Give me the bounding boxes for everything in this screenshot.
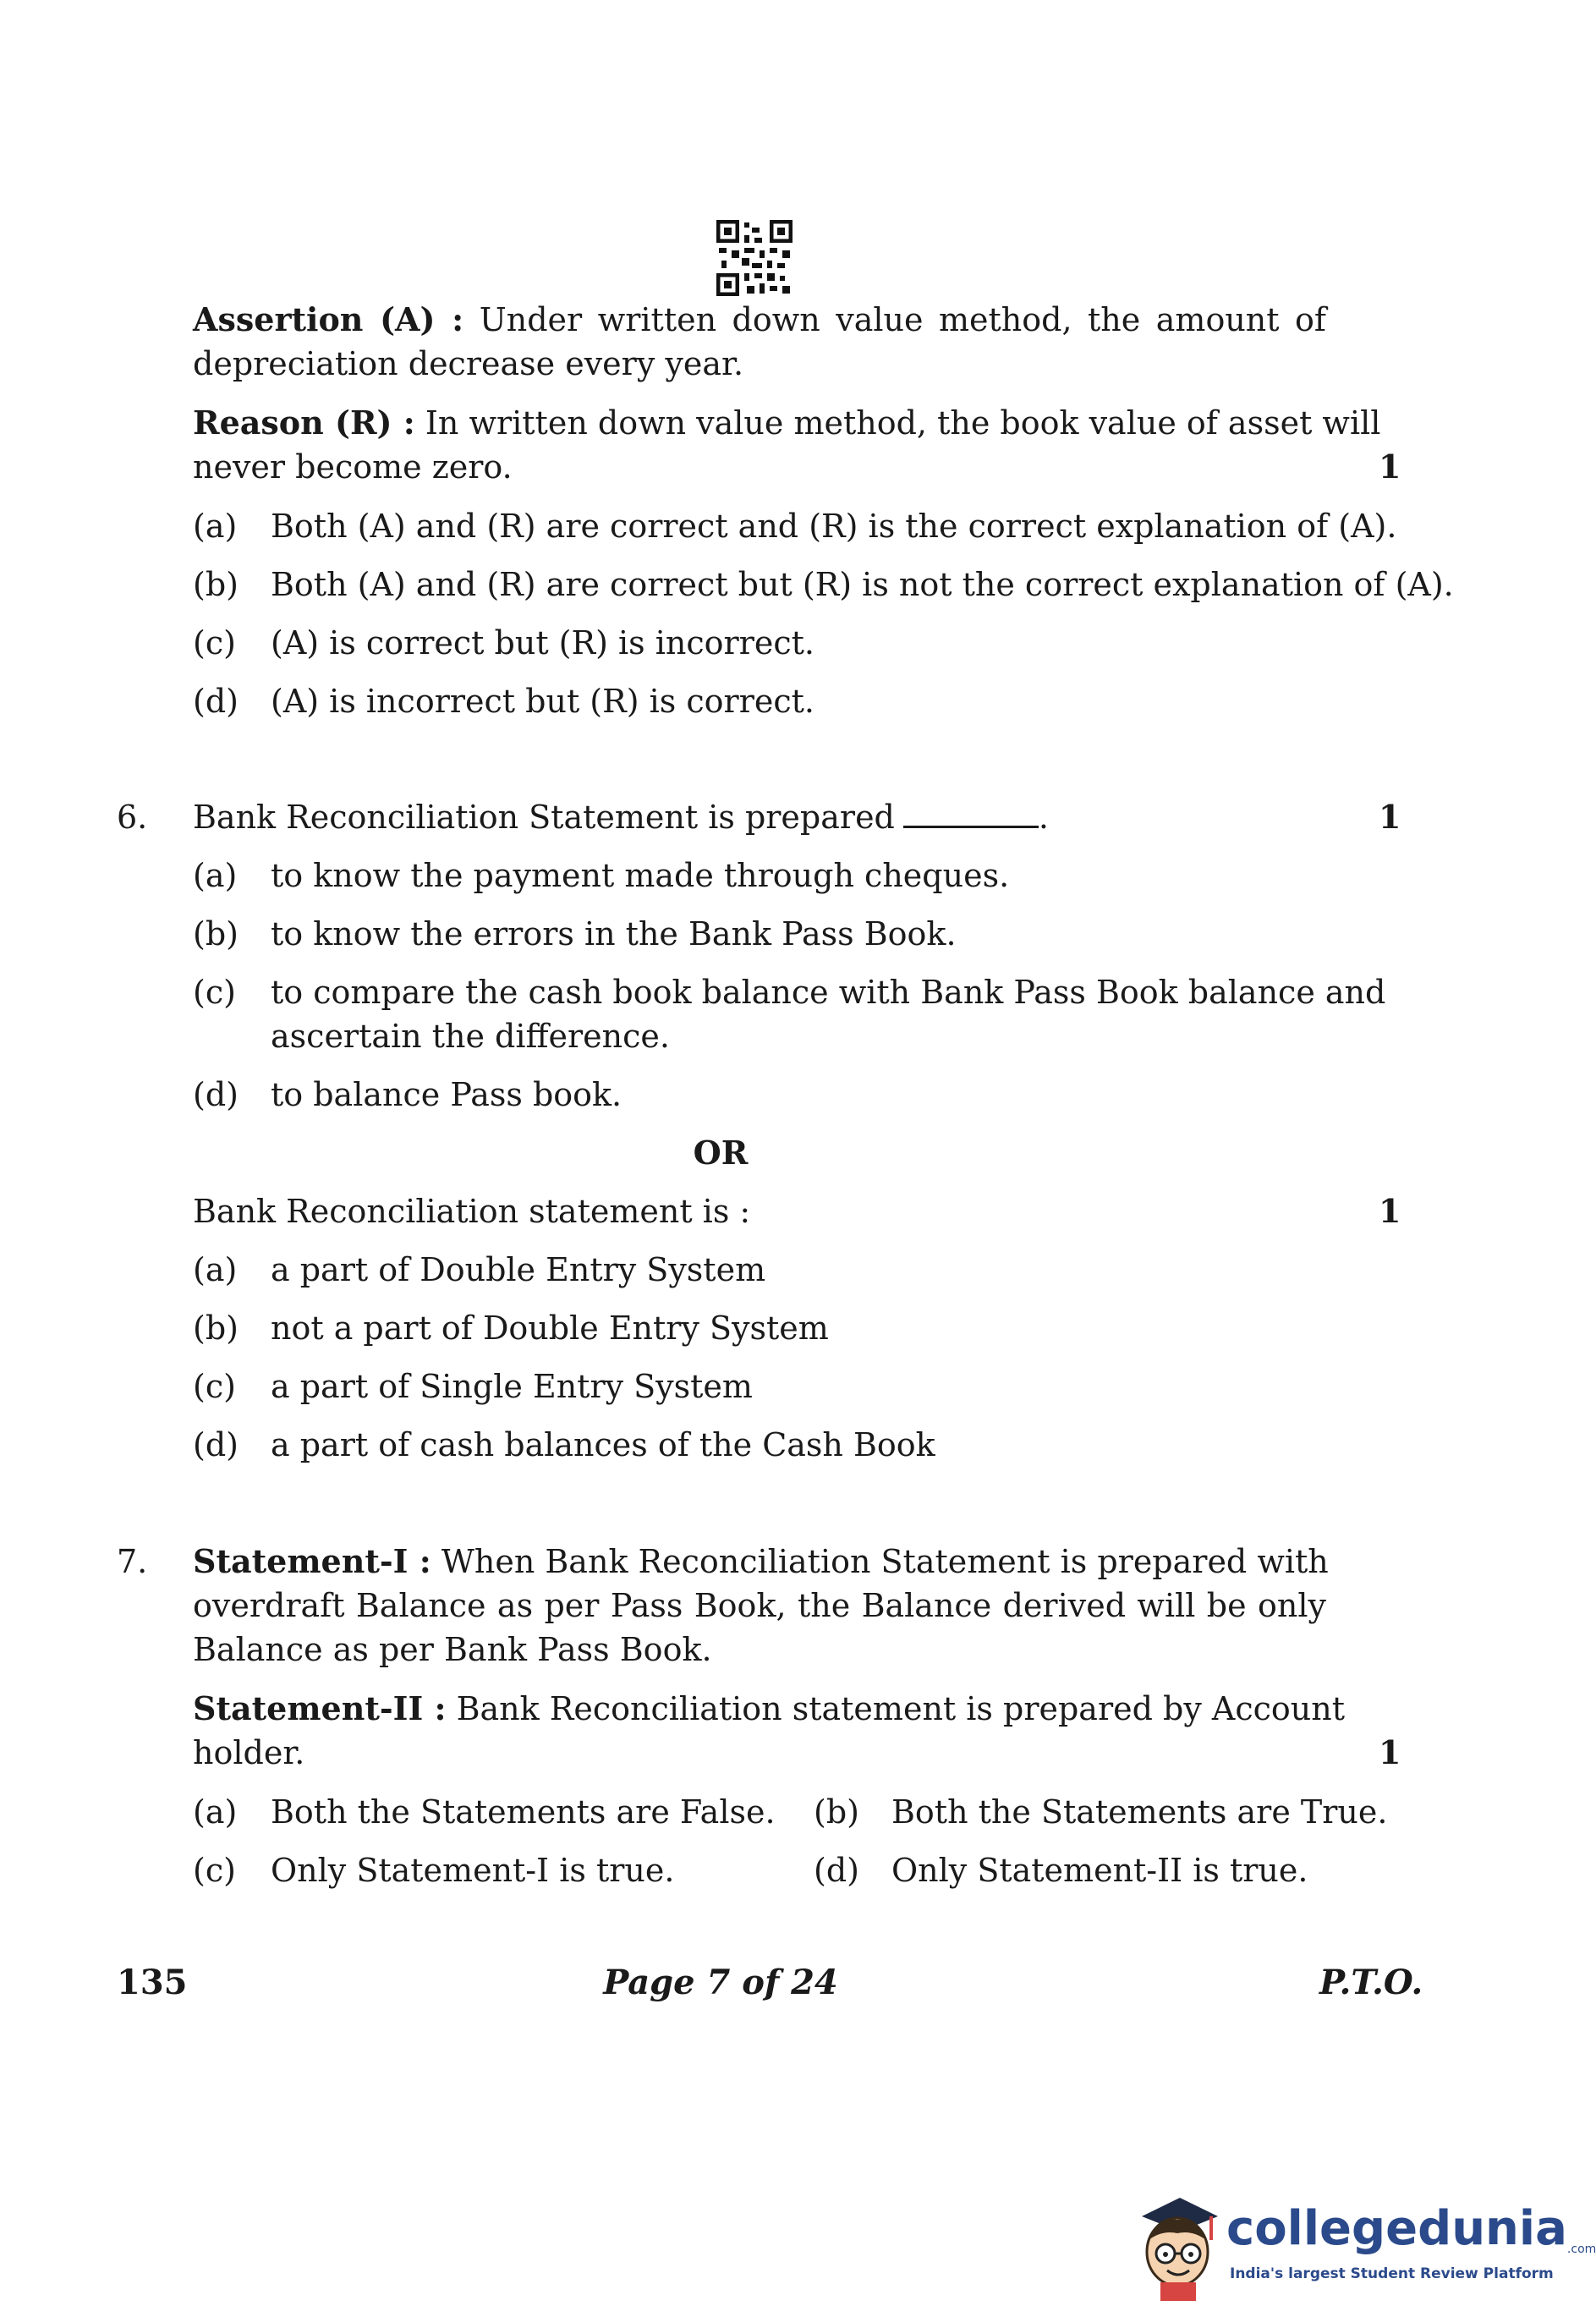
q7-option-label: (c) xyxy=(193,1852,236,1889)
page-number-text: Page 7 of 24 xyxy=(603,1963,838,2002)
q6-alt-option-text: a part of Single Entry System xyxy=(271,1368,753,1405)
q6-number: 6. xyxy=(117,799,148,836)
q5-option-text: (A) is incorrect but (R) is correct. xyxy=(271,683,814,720)
assertion-label: Assertion (A) : xyxy=(193,300,464,338)
q5-assertion-line2: depreciation decrease every year. xyxy=(193,345,744,382)
q5-option-text: (A) is correct but (R) is incorrect. xyxy=(271,624,814,662)
q6-stem xyxy=(193,795,1049,839)
q6-option-label: (d) xyxy=(193,1076,239,1113)
q6-alt-option-label: (b) xyxy=(193,1309,239,1347)
q6-option-text-cont: ascertain the difference. xyxy=(271,1018,670,1055)
q5-marks: 1 xyxy=(1379,447,1401,486)
q6-option-text: to balance Pass book. xyxy=(271,1076,622,1113)
q6-marks: 1 xyxy=(1379,798,1401,836)
q5-option-label: (d) xyxy=(193,683,239,720)
q7-s1-line1 xyxy=(193,1540,1329,1584)
q6-option-text: to compare the cash book balance with Bank Pass Book balance and xyxy=(271,974,1386,1011)
pto-label xyxy=(1319,1963,1423,2002)
logo-wordmark xyxy=(1226,2201,1596,2256)
q5-option-label: (b) xyxy=(193,566,239,603)
assertion-text: Under written down value method, the amount of xyxy=(479,301,1326,338)
qr-code-icon xyxy=(716,220,793,296)
q5-option-text: Both (A) and (R) are correct and (R) is the correct explanation of (A). xyxy=(271,508,1397,545)
q6-alt-marks: 1 xyxy=(1379,1192,1401,1230)
q5-option-text: Both (A) and (R) are correct but (R) is not the correct explanation of (A). xyxy=(271,566,1454,603)
statement1-text: When Bank Reconciliation Statement is prepared with xyxy=(441,1543,1329,1580)
q6-option-text: to know the errors in the Bank Pass Book. xyxy=(271,915,957,953)
logo-tagline: India's largest Student Review Platform xyxy=(1230,2265,1554,2282)
statement2-text: Bank Reconciliation statement is prepared by Account xyxy=(456,1690,1345,1727)
q6-alt-option-text: a part of cash balances of the Cash Book xyxy=(271,1426,935,1463)
q7-option-label: (d) xyxy=(814,1852,859,1889)
pto-text: P.T.O. xyxy=(1319,1963,1423,2002)
page-number xyxy=(0,1963,1441,2002)
q6-alt-option-label: (d) xyxy=(193,1426,239,1463)
q5-assertion-line1 xyxy=(193,298,1326,342)
reason-text: In written down value method, the book value of asset will xyxy=(425,404,1381,442)
q5-option-label: (c) xyxy=(193,624,236,662)
q7-option-label: (b) xyxy=(814,1793,859,1831)
q5-reason-line2: never become zero. xyxy=(193,448,513,486)
or-divider: OR xyxy=(693,1134,749,1172)
student-mascot-icon xyxy=(1125,2182,1235,2301)
q7-option-text: Both the Statements are True. xyxy=(891,1793,1388,1831)
q6-alt-option-label: (a) xyxy=(193,1251,238,1288)
logo-text: collegedunia xyxy=(1226,2201,1567,2256)
q7-option-text: Both the Statements are False. xyxy=(271,1793,776,1831)
q6-stem-text: Bank Reconciliation Statement is prepared xyxy=(193,799,895,836)
answer-blank xyxy=(903,800,1039,828)
q6-option-label: (b) xyxy=(193,915,239,953)
q6-alt-stem: Bank Reconciliation statement is : xyxy=(193,1193,751,1230)
statement2-label: Statement-II : xyxy=(193,1689,447,1727)
statement1-label: Statement-I : xyxy=(193,1542,431,1580)
paper-code: 135 xyxy=(117,1963,188,2002)
q7-s2-line1 xyxy=(193,1687,1345,1731)
q6-stem-end: . xyxy=(1038,799,1049,836)
q5-option-label: (a) xyxy=(193,508,238,545)
q7-s1-line3: Balance as per Bank Pass Book. xyxy=(193,1631,712,1668)
q7-number: 7. xyxy=(117,1543,148,1580)
q7-option-label: (a) xyxy=(193,1793,238,1831)
q6-alt-option-label: (c) xyxy=(193,1368,236,1405)
q5-reason-line1 xyxy=(193,401,1381,445)
logo-suffix: .com xyxy=(1566,2243,1596,2256)
q7-s2-line2: holder. xyxy=(193,1734,305,1771)
q6-option-text: to know the payment made through cheques. xyxy=(271,857,1010,894)
q6-option-label: (a) xyxy=(193,857,238,894)
reason-label: Reason (R) : xyxy=(193,404,415,442)
q6-alt-option-text: a part of Double Entry System xyxy=(271,1251,766,1288)
q7-option-text: Only Statement-I is true. xyxy=(271,1852,675,1889)
q7-option-text: Only Statement-II is true. xyxy=(891,1852,1308,1889)
q6-alt-option-text: not a part of Double Entry System xyxy=(271,1309,829,1347)
q7-s1-line2: overdraft Balance as per Pass Book, the Balance derived will be only xyxy=(193,1587,1326,1624)
collegedunia-logo xyxy=(1125,2182,1596,2301)
q6-option-label: (c) xyxy=(193,974,236,1011)
q7-marks: 1 xyxy=(1379,1733,1401,1771)
